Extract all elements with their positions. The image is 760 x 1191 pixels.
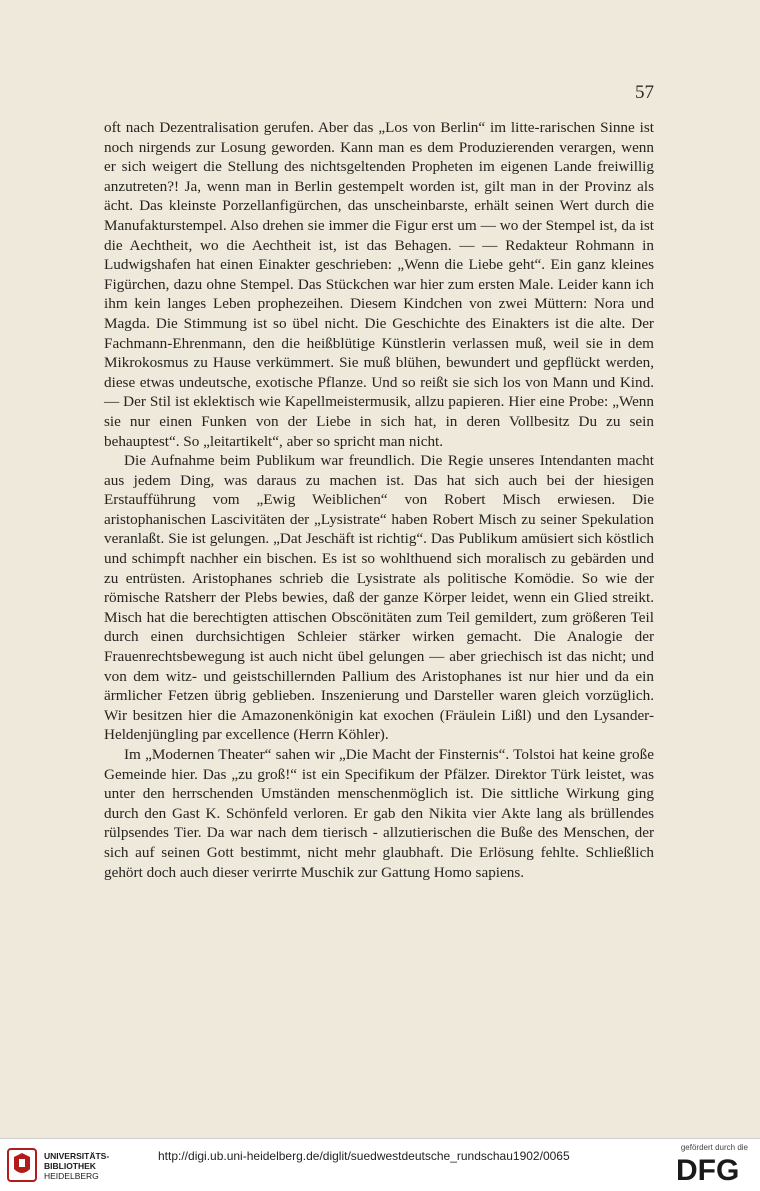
university-seal-icon [6, 1147, 38, 1183]
article-text [104, 118, 654, 882]
dfg-logo[interactable] [676, 1153, 748, 1185]
dfg-logo-text: DFG [676, 1154, 740, 1185]
university-library-name: UNIVERSITÄTS- BIBLIOTHEK HEIDELBERG [44, 1151, 110, 1181]
university-library-logo[interactable] [6, 1147, 156, 1183]
paragraph-1: oft nach Dezentralisation gerufen. Aber das „Los von Berlin“ im litte-rarischen Sinne ist noch nirgends zur Losung geworden. Kann man es dem Produzierenden verargen, wenn er sich weigert die Stellung des nichtsgeltenden Propheten im eigenen Lande freiwillig anzutreten?! Ja, wenn man in Berlin gestempelt worden ist, gilt man in der Provinz als ächt. Das kleinste Porzellanfigürchen, das unscheinbarste, erhält seinen Wert durch die Manufakturstempel. Also drehen sie immer die Figur erst um — wo der Stempel ist, da ist die Aechtheit, wo die Aechtheit ist, ist das Behagen. — — Redakteur Rohmann in Ludwigshafen hat einen Einakter geschrieben: „Wenn die Liebe geht“. Ein ganz kleines Figürchen, dazu ohne Stempel. Das Stückchen war hier zum ersten Male. Leider kann ich ihm kein langes Leben prophezeihen. Diesem Kindchen von zwei Müttern: Nora und Magda. Die Stimmung ist so übel nicht. Die Geschichte des Einakters ist die alte. Der Fachmann-Ehrenmann, den die heißblütige Künstlerin verlassen muß, weil sie in dem Mikrokosmus zu Hause verkümmert. Sie muß blühen, bewundert und gepflückt werden, diese etwas undeutsche, exotische Pflanze. Und so reißt sie sich los von Mann und Kind. — Der Stil ist eklektisch wie Kapellmeistermusik, allzu papieren. Hier eine Probe: „Wenn sie nur einen Funken von der Liebe in sich hat, in deren Vollbesitz Du zu sein behauptest“. So „leitartikelt“, aber so spricht man nicht. [104, 119, 654, 450]
paragraph-2: Die Aufnahme beim Publikum war freundlich. Die Regie unseres Intendanten macht aus jedem Ding, was daraus zu machen ist. Das hat sich auch bei der hiesigen Erstaufführung vom „Ewig Weiblichen“ von Robert Misch erwiesen. Die aristophanischen Lascivitäten der „Lysistrate“ haben Robert Misch zu seiner Spekulation veranlaßt. Sie ist gelungen. „Dat Jeschäft ist richtig“. Das Publikum amüsiert sich köstlich und schimpft nachher ein bischen. Es ist so wohlthuend sich moralisch zu gebärden und zu entrüsten. Aristophanes schrieb die Lysistrate als politische Komödie. So wie der römische Ratsherr der Plebs bewies, daß der ganze Körper leidet, wenn ein Glied streikt. Misch hat die berechtigten attischen Obscönitäten zum Teil gemildert, zum größeren Teil durch einen durchsichtigen Schleier stärker wirken gemacht. Die Analogie der Frauenrechtsbewegung ist auch nicht übel gelungen — aber griechisch ist das nicht; und von dem witz- und geistschillernden Pallium des Aristophanes ist nur hier und da ein ärmlicher Fetzen übrig geblieben. Inszenierung und Darsteller waren gleich vorzüglich. Wir besitzen hier die Amazonenkönigin kat exochen (Fräulein Lißl) und den Lysander-Heldenjüngling par excellence (Herrn Köhler). [104, 452, 654, 744]
permalink-url[interactable]: http://digi.ub.uni-heidelberg.de/diglit/suedwestdeutsche_rundschau1902/0065 [158, 1149, 570, 1163]
funded-by-label: gefördert durch die [680, 1143, 748, 1152]
viewer-footer [0, 1138, 760, 1191]
page-number: 57 [635, 82, 654, 103]
paragraph-3: Im „Modernen Theater“ sahen wir „Die Macht der Finsternis“. Tolstoi hat keine große Gemeinde hier. Das „zu groß!“ ist ein Specifikum der Pfälzer. Direktor Türk leistet, was unter den herrschenden Umständen menschenmöglich ist. Die sittliche Wirkung ging durch den Gast K. Schönfeld verloren. Er gab den Nikita vier Akte lang als brüllendes rülpsendes Tier. Da war nach dem tierisch - allzutierischen die Buße des Menschen, der sich auf seinen Gott bestimmt, nicht mehr glaubhaft. Die Erlösung fehlte. Schließlich gehört doch auch dieser verirrte Muschik zur Gattung Homo sapiens. [104, 746, 654, 881]
